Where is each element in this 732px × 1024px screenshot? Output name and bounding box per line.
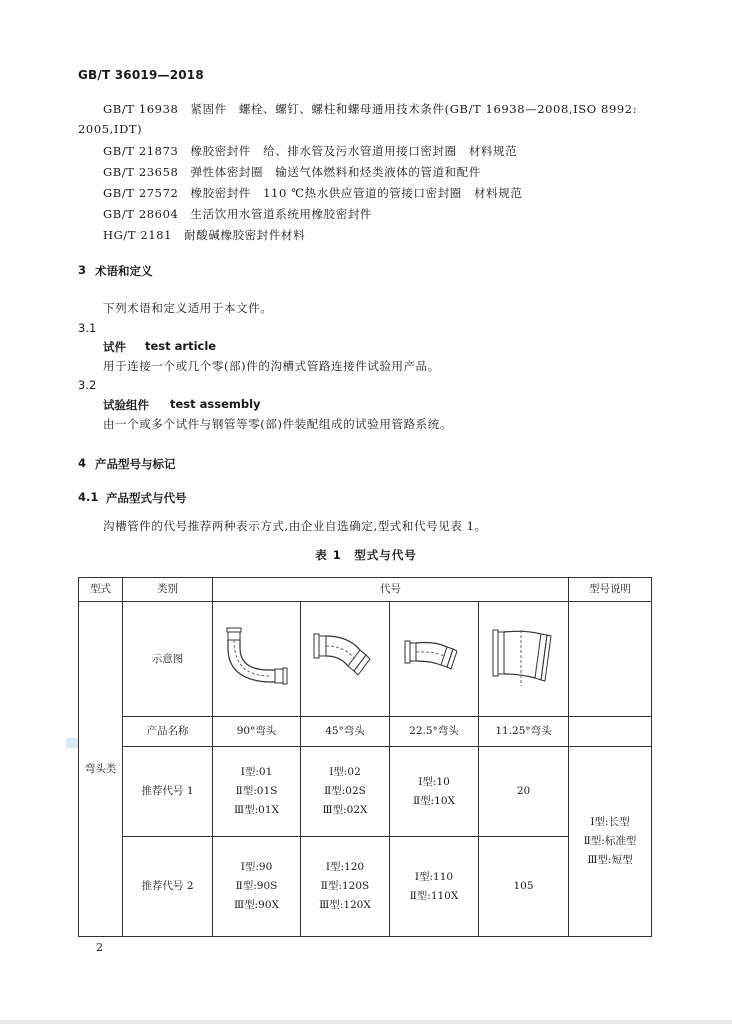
term-definition: 用于连接一个或几个零(部)件的沟槽式管路连接件试验用产品。: [103, 359, 440, 373]
section-4-title: 产品型号与标记: [95, 457, 176, 471]
diagram-cell: [479, 602, 569, 717]
term-english: test assembly: [170, 397, 261, 411]
code-line: Ⅱ型:120S: [320, 880, 370, 892]
header-type: 型式: [79, 578, 123, 602]
reference-line: GB/T 16938 紧固件 螺栓、螺钉、螺柱和螺母通用技术条件(GB/T 16938—2008,ISO 8992:: [103, 102, 638, 116]
type-note: Ⅰ型:长型: [590, 816, 630, 828]
subsection-number: 4.1: [78, 490, 99, 504]
code-line: Ⅱ型:90S: [235, 880, 278, 892]
code2-cell: [301, 837, 390, 937]
code2-cell: [390, 837, 479, 937]
header-note: 型号说明: [569, 578, 652, 602]
code1-cell: [301, 747, 390, 837]
row-label-diagram: 示意图: [123, 602, 213, 717]
product-name-cell: 22.5°弯头: [390, 717, 479, 747]
product-name-cell: 90°弯头: [213, 717, 301, 747]
type-note: Ⅲ型:短型: [587, 854, 633, 866]
note-blank-cell: [569, 602, 652, 717]
subsection-title: 产品型式与代号: [106, 491, 187, 505]
reference-line: GB/T 21873 橡胶密封件 给、排水管及污水管道用接口密封圈 材料规范: [103, 144, 518, 158]
product-name-cell: 45°弯头: [301, 717, 390, 747]
watermark-mark: [66, 738, 78, 748]
reference-line: GB/T 27572 橡胶密封件 110 ℃热水供应管道的管接口密封圈 材料规范: [103, 186, 523, 200]
reference-line: GB/T 28604 生活饮用水管道系统用橡胶密封件: [103, 207, 373, 221]
term-english: test article: [145, 339, 217, 353]
term-number: 3.1: [78, 321, 97, 335]
elbow-11-25-icon: [489, 624, 559, 694]
code1-cell: [479, 747, 569, 837]
header-code: 代号: [213, 578, 569, 602]
code-line: Ⅲ型:90X: [234, 899, 279, 911]
code-line: Ⅱ型:02S: [324, 785, 366, 797]
code-line: 105: [513, 880, 534, 892]
type-code-table: [78, 577, 652, 937]
code-line: Ⅰ型:01: [240, 766, 273, 778]
reference-line: HG/T 2181 耐酸碱橡胶密封件材料: [103, 228, 306, 242]
reference-line: GB/T 23658 弹性体密封圈 输送气体燃料和烃类液体的管道和配件: [103, 165, 481, 179]
type-value: 弯头类: [84, 762, 117, 775]
note-blank-cell: [569, 717, 652, 747]
code-line: Ⅱ型:01S: [235, 785, 278, 797]
elbow-90-icon: [223, 624, 291, 694]
type-note: Ⅱ型:标准型: [583, 835, 637, 847]
section-3-title: 术语和定义: [95, 264, 153, 278]
term-name: 试验组件: [103, 398, 149, 412]
code-line: Ⅱ型:110X: [409, 889, 459, 902]
section-3-intro: 下列术语和定义适用于本文件。: [103, 301, 273, 315]
row-label-product-name: 产品名称: [123, 717, 213, 747]
section-4-number: 4: [78, 456, 87, 470]
diagram-cell: [390, 602, 479, 717]
type-cell: [79, 602, 123, 937]
header-category: 类别: [123, 578, 213, 602]
row-label-code2: 推荐代号 2: [123, 837, 213, 937]
elbow-45-icon: [310, 628, 380, 690]
code-line: 20: [516, 785, 531, 797]
code-line: Ⅲ型:02X: [322, 804, 368, 816]
code-line: Ⅰ型:120: [325, 861, 365, 873]
reference-line: 2005,IDT): [78, 122, 143, 136]
product-name-cell: 11.25°弯头: [479, 717, 569, 747]
code2-cell: [213, 837, 301, 937]
code1-cell: [390, 747, 479, 837]
term-number: 3.2: [78, 378, 97, 392]
code-line: Ⅲ型:01X: [234, 804, 279, 816]
term-name: 试件: [103, 340, 126, 354]
page-bottom-edge: [0, 1020, 732, 1024]
section-3-number: 3: [78, 263, 87, 277]
term-definition: 由一个或多个试件与钢管等零(部)件装配组成的试验用管路系统。: [103, 417, 452, 431]
table-caption: 表 1 型式与代号: [315, 548, 417, 562]
code2-cell: [479, 837, 569, 937]
row-label-code1: 推荐代号 1: [123, 747, 213, 837]
diagram-cell: [213, 602, 301, 717]
code-line: Ⅰ型:02: [329, 766, 361, 778]
code-line: Ⅱ型:10X: [412, 794, 455, 807]
type-notes-cell: [569, 747, 652, 937]
code-line: Ⅲ型:120X: [319, 899, 371, 911]
code-line: Ⅰ型:10: [418, 775, 450, 788]
diagram-cell: [301, 602, 390, 717]
code-line: Ⅰ型:110: [414, 870, 454, 883]
elbow-22-5-icon: [401, 631, 467, 687]
section-4-paragraph: 沟槽管件的代号推荐两种表示方式,由企业自选确定,型式和代号见表 1。: [103, 519, 487, 533]
code-line: Ⅰ型:90: [240, 861, 273, 873]
code1-cell: [213, 747, 301, 837]
standard-code-header: GB/T 36019—2018: [78, 68, 204, 82]
page-number: 2: [96, 941, 103, 954]
